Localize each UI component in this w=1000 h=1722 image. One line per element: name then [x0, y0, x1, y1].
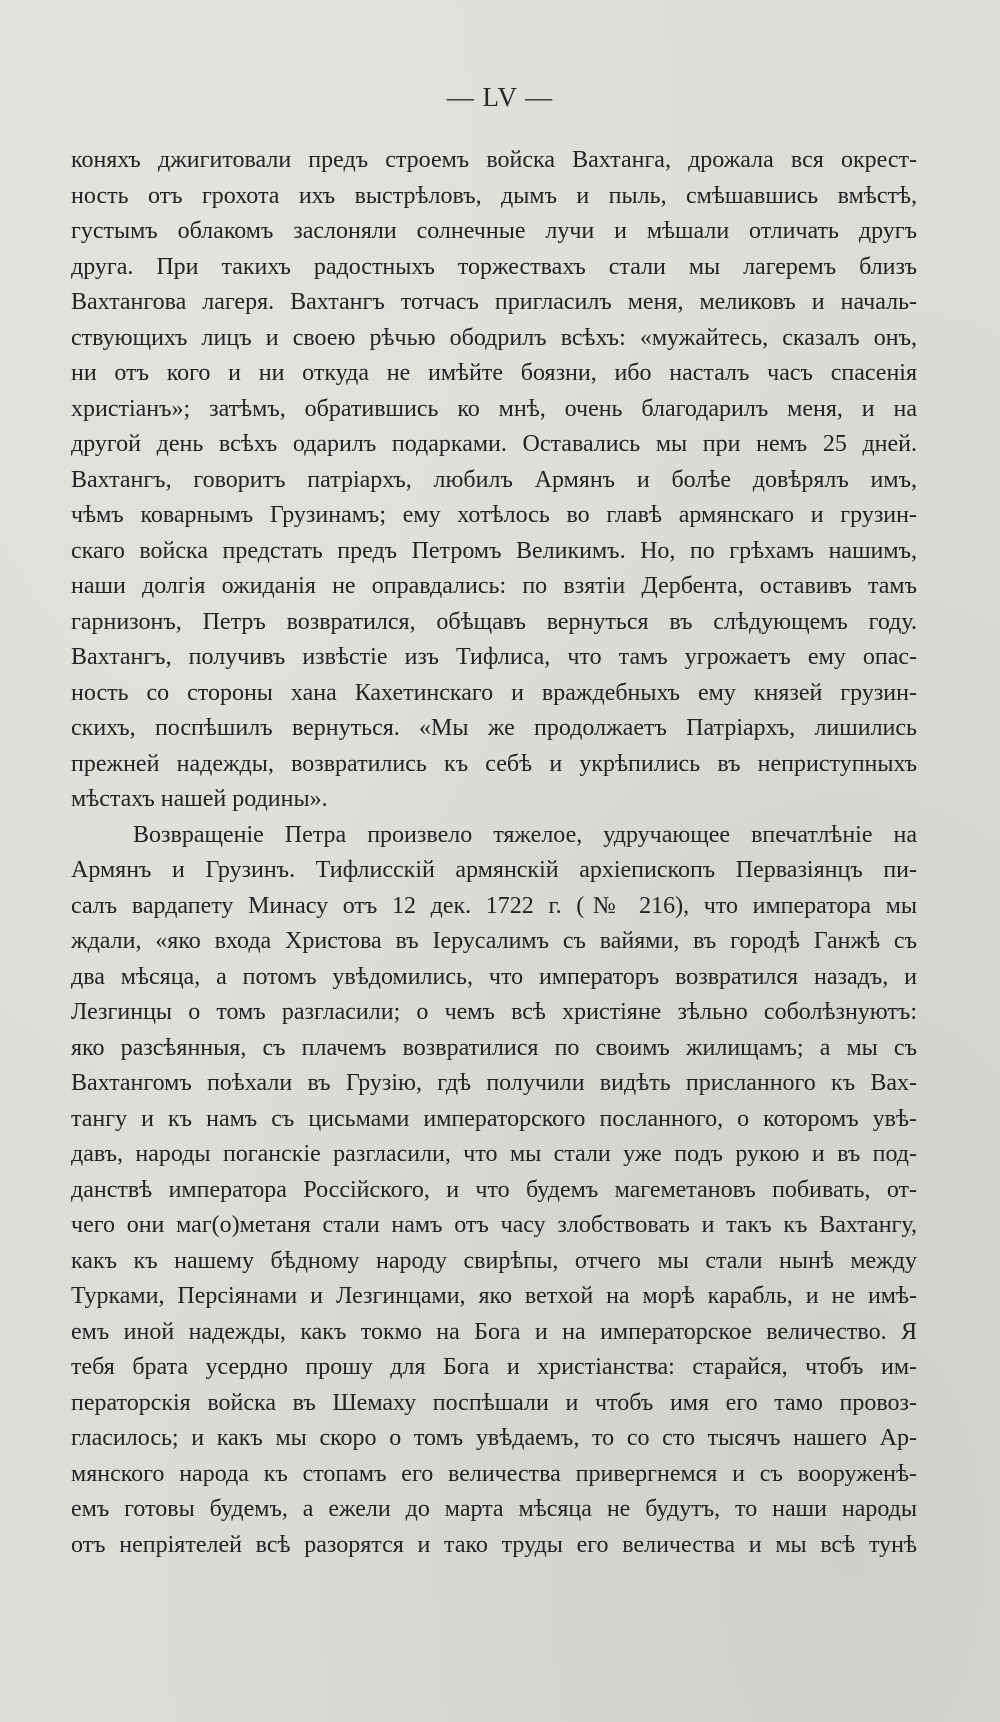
text-line: Лезгинцы о томъ разгласили; о чемъ всѣ христіяне зѣльно соболѣзнуютъ: — [71, 999, 917, 1025]
text-line: наши долгія ожиданія не оправдались: по взятіи Дербента, оставивъ тамъ — [71, 573, 917, 599]
text-line: христіанъ»; затѣмъ, обратившись ко мнѣ, очень благодарилъ меня, и на — [71, 395, 917, 422]
text-line: отъ непріятелей всѣ разорятся и тако труды его величества и мы всѣ тунѣ — [71, 1531, 917, 1558]
text-line: тангу и къ намъ съ цисьмами императорского посланного, о которомъ увѣ- — [71, 1105, 917, 1132]
page-number-header: — LV — — [446, 82, 554, 112]
text-line: прежней надежды, возвратились къ себѣ и укрѣпились въ неприступныхъ — [71, 750, 917, 777]
text-line: салъ вардапету Минасу отъ 12 дек. 1722 г. (№ 216), что императора мы — [71, 892, 917, 919]
text-line: чѣмъ коварнымъ Грузинамъ; ему хотѣлось во главѣ армянскаго и грузин- — [71, 502, 917, 528]
text-line: ствующихъ лицъ и своею рѣчью ободрилъ всѣхъ: «мужайтесь, сказалъ онъ, — [71, 324, 917, 351]
text-line: коняхъ джигитовали предъ строемъ войска Вахтанга, дрожала вся окрест- — [71, 147, 917, 173]
text-line: мянского народа къ стопамъ его величества привергнемся и съ вооруженѣ- — [71, 1460, 917, 1487]
body-text — [71, 143, 917, 1563]
text-line: гарнизонъ, Петръ возвратился, обѣщавъ вернуться въ слѣдующемъ году. — [71, 608, 917, 635]
text-line: Вахтангомъ поѣхали въ Грузію, гдѣ получили видѣть присланного къ Вах- — [71, 1070, 917, 1096]
text-line: какъ къ нашему бѣдному народу свирѣпы, отчего мы стали нынѣ между — [71, 1247, 917, 1274]
text-line: давъ, народы поганскіе разгласили, что мы стали уже подъ рукою и въ под- — [71, 1141, 917, 1167]
text-line: Возвращеніе Петра произвело тяжелое, удручающее впечатлѣніе на — [133, 821, 917, 848]
text-line: Армянъ и Грузинъ. Тифлисскій армянскій архіепископъ Первазіянцъ пи- — [71, 857, 917, 883]
text-line: ни отъ кого и ни откуда не имѣйте боязни, ибо насталъ часъ спасенія — [71, 360, 917, 386]
text-line: емъ иной надежды, какъ токмо на Бога и на императорское величество. Я — [71, 1318, 917, 1345]
text-line: два мѣсяца, а потомъ увѣдомились, что императоръ возвратился назадъ, и — [71, 963, 917, 990]
text-line: другой день всѣхъ одарилъ подарками. Оставались мы при немъ 25 дней. — [71, 431, 917, 457]
text-line: Вахтангъ, получивъ извѣстіе изъ Тифлиса, что тамъ угрожаетъ ему опас- — [71, 644, 917, 670]
text-line: густымъ облакомъ заслоняли солнечные лучи и мѣшали отличать другъ — [71, 218, 917, 244]
text-line: емъ готовы будемъ, а ежели до марта мѣсяца не будутъ, то наши народы — [71, 1496, 917, 1522]
text-line: Вахтангова лагеря. Вахтангъ тотчасъ пригласилъ меня, меликовъ и началь- — [71, 289, 917, 315]
text-line: ность со стороны хана Кахетинскаго и враждебныхъ ему князей грузин- — [71, 679, 917, 706]
text-line: тебя брата усердно прошу для Бога и христіанства: старайся, чтобъ им- — [71, 1354, 917, 1380]
text-line: яко разсѣянныя, съ плачемъ возвратилися по своимъ жилищамъ; а мы съ — [71, 1034, 917, 1061]
text-line: чего они маг(о)метаня стали намъ отъ часу злобствовать и такъ къ Вахтангу, — [71, 1212, 917, 1238]
text-line: ждали, «яко входа Христова въ Іерусалимъ съ вайями, въ городѣ Ганжѣ съ — [71, 928, 917, 954]
text-line: данствѣ императора Россійского, и что будемъ магеметановъ побивать, от- — [71, 1176, 917, 1203]
text-line: скихъ, поспѣшилъ вернуться. «Мы же продолжаетъ Патріархъ, лишились — [71, 715, 917, 741]
text-line: скаго войска предстать предъ Петромъ Великимъ. Но, по грѣхамъ нашимъ, — [71, 537, 917, 564]
text-line: Турками, Персіянами и Лезгинцами, яко ветхой на морѣ карабль, и не имѣ- — [71, 1283, 917, 1309]
paragraph — [71, 818, 917, 1564]
text-line: друга. При такихъ радостныхъ торжествахъ стали мы лагеремъ близъ — [71, 253, 917, 280]
text-line: гласилось; и какъ мы скоро о томъ увѣдаемъ, то со сто тысячъ нашего Ар- — [71, 1425, 917, 1451]
text-line: Вахтангъ, говоритъ патріархъ, любилъ Армянъ и болѣе довѣрялъ имъ, — [71, 466, 917, 493]
text-line: ность отъ грохота ихъ выстрѣловъ, дымъ и пыль, смѣшавшись вмѣстѣ, — [71, 182, 917, 209]
text-line: ператорскія войска въ Шемаху поспѣшали и чтобъ имя его тамо провоз- — [71, 1389, 917, 1416]
paragraph — [71, 143, 917, 818]
text-line: мѣстахъ нашей родины». — [71, 786, 328, 812]
